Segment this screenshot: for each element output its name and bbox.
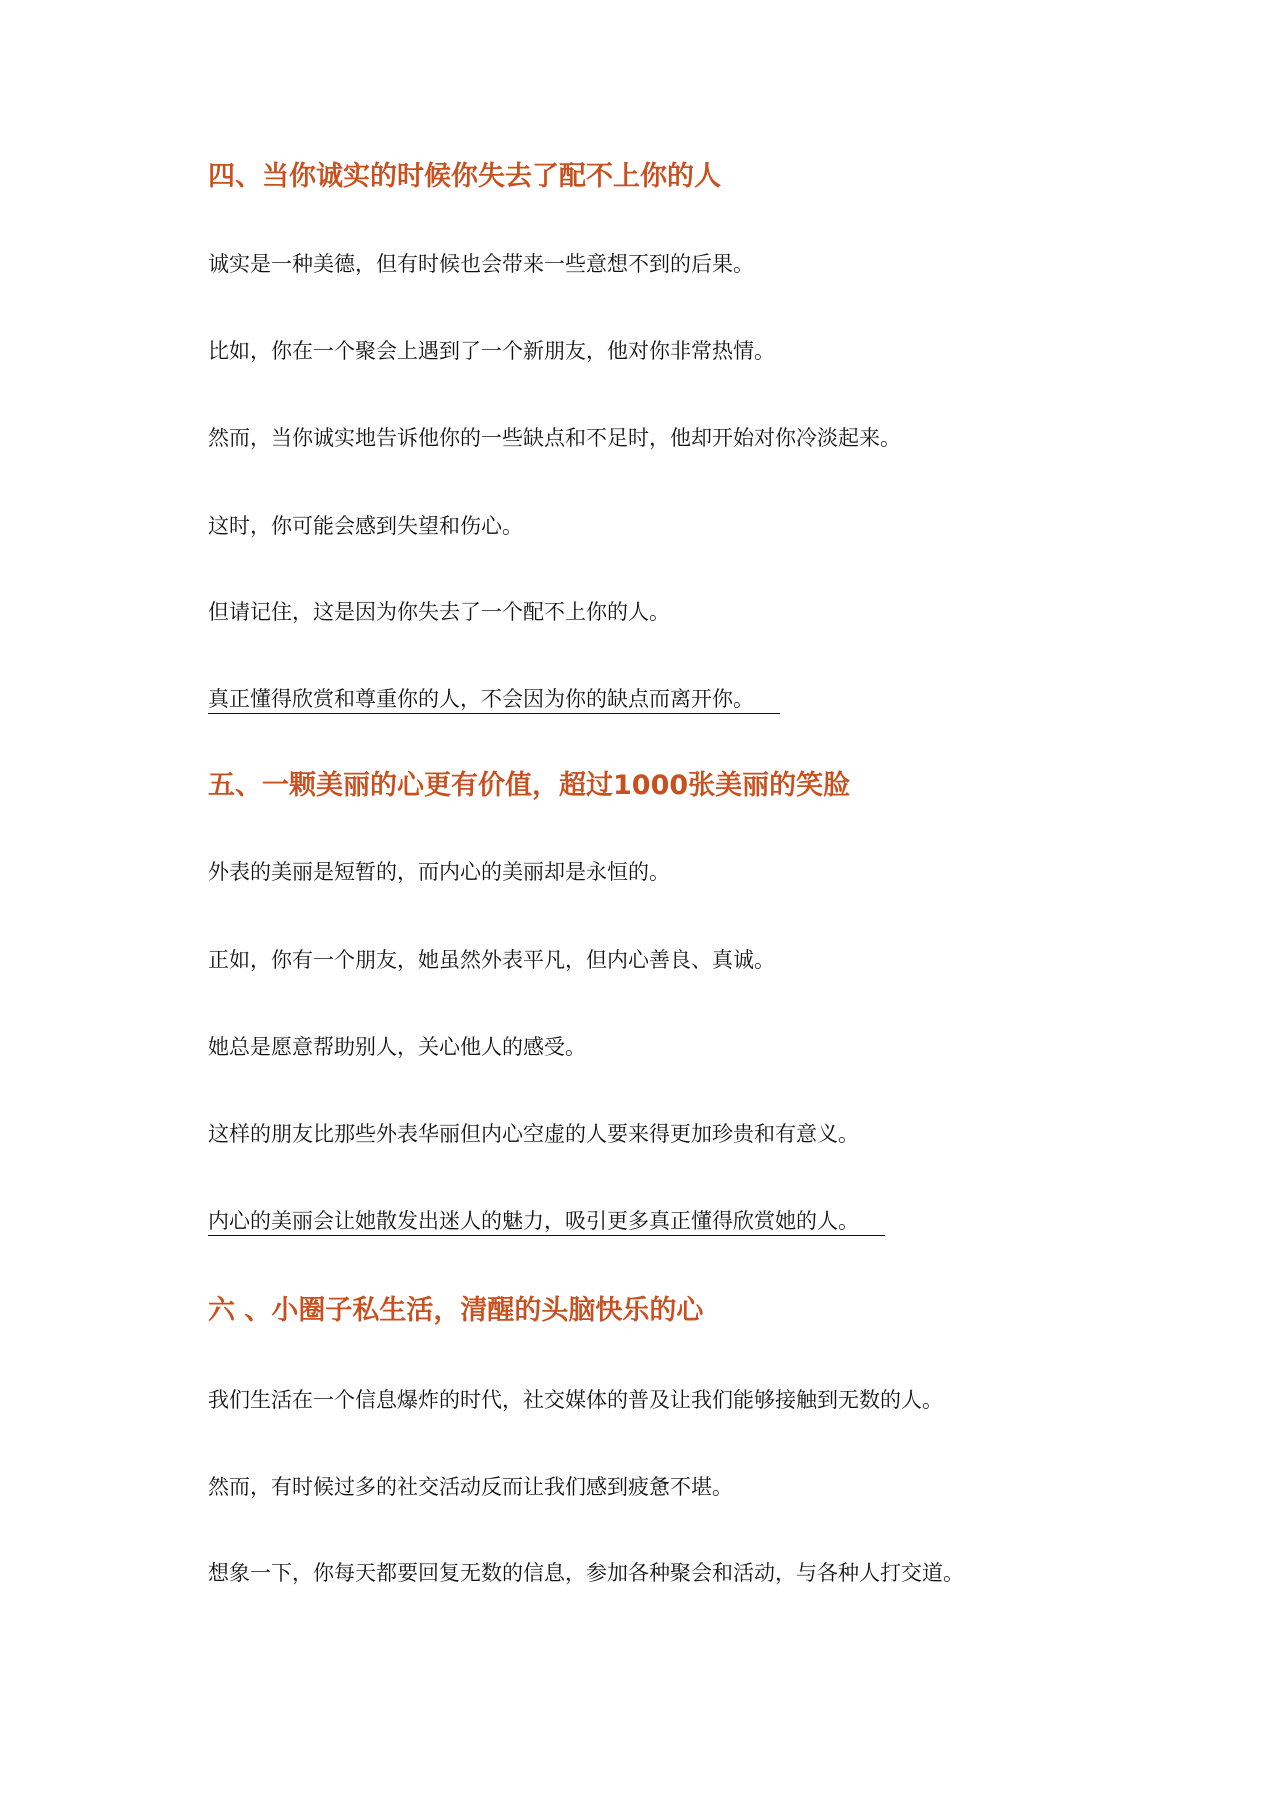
paragraph: 这时，你可能会感到失望和伤心。 bbox=[208, 514, 523, 538]
paragraph: 外表的美丽是短暂的，而内心的美丽却是永恒的。 bbox=[208, 860, 670, 884]
paragraph: 然而，有时候过多的社交活动反而让我们感到疲惫不堪。 bbox=[208, 1475, 733, 1499]
emphasis-paragraph bbox=[208, 689, 780, 714]
section-heading-5: 五、一颗美丽的心更有价值，超过1000张美丽的笑脸 bbox=[208, 770, 851, 801]
underlined-text: 内心的美丽会让她散发出迷人的魅力，吸引更多真正懂得欣赏她的人。 bbox=[208, 1211, 885, 1236]
paragraph: 但请记住，这是因为你失去了一个配不上你的人。 bbox=[208, 600, 670, 624]
paragraph: 想象一下，你每天都要回复无数的信息，参加各种聚会和活动，与各种人打交道。 bbox=[208, 1561, 964, 1585]
emphasis-paragraph bbox=[208, 1211, 885, 1236]
section-heading-6: 六 、小圈子私生活，清醒的头脑快乐的心 bbox=[208, 1295, 704, 1326]
paragraph: 这样的朋友比那些外表华丽但内心空虚的人要来得更加珍贵和有意义。 bbox=[208, 1122, 859, 1146]
paragraph: 正如，你有一个朋友，她虽然外表平凡，但内心善良、真诚。 bbox=[208, 948, 775, 972]
paragraph: 然而，当你诚实地告诉他你的一些缺点和不足时，他却开始对你冷淡起来。 bbox=[208, 426, 901, 450]
paragraph: 诚实是一种美德，但有时候也会带来一些意想不到的后果。 bbox=[208, 252, 754, 276]
paragraph: 她总是愿意帮助别人，关心他人的感受。 bbox=[208, 1035, 586, 1059]
paragraph: 比如，你在一个聚会上遇到了一个新朋友，他对你非常热情。 bbox=[208, 339, 775, 363]
underlined-text: 真正懂得欣赏和尊重你的人，不会因为你的缺点而离开你。 bbox=[208, 689, 780, 714]
paragraph: 我们生活在一个信息爆炸的时代，社交媒体的普及让我们能够接触到无数的人。 bbox=[208, 1388, 943, 1412]
section-heading-4: 四、当你诚实的时候你失去了配不上你的人 bbox=[208, 161, 721, 192]
